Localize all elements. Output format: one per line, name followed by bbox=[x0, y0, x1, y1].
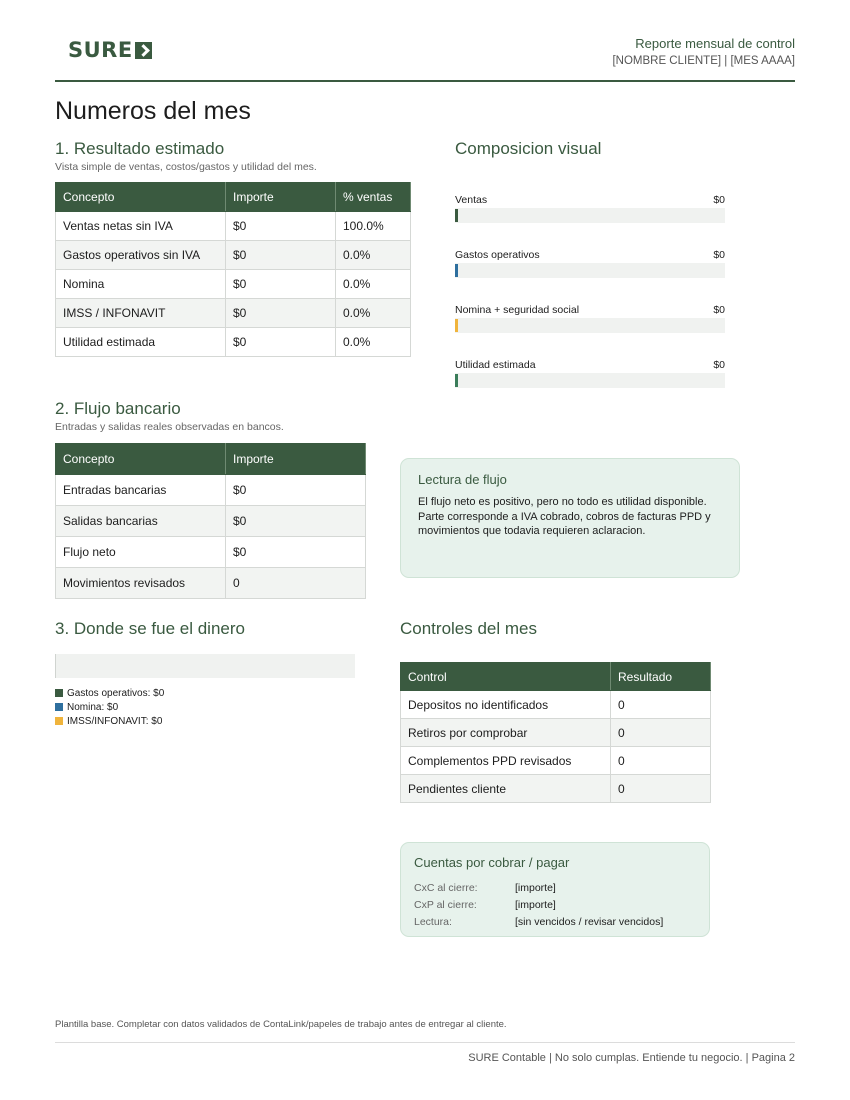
legend-item bbox=[55, 686, 164, 700]
table-row bbox=[401, 775, 711, 803]
cell-control: Depositos no identificados bbox=[401, 691, 611, 719]
page-footer: SURE Contable | No solo cumplas. Entiende tu negocio. | Pagina 2 bbox=[468, 1052, 795, 1064]
cell-importe: 0 bbox=[226, 568, 366, 599]
cell-resultado: 0 bbox=[611, 691, 711, 719]
cell-concepto: Nomina bbox=[56, 270, 226, 299]
controles-table bbox=[400, 662, 711, 803]
card-body: El flujo neto es positivo, pero no todo es utilidad disponible. Parte corresponde a IVA cobrado, cobros de facturas PPD y movimientos que todavia requieren aclaracion. bbox=[418, 496, 711, 537]
resultado-subtitle: Vista simple de ventas, costos/gastos y utilidad del mes. bbox=[55, 161, 317, 173]
flujo-title: 2. Flujo bancario bbox=[55, 399, 181, 418]
bar-fill bbox=[455, 209, 458, 222]
composition-bar-utilidad bbox=[455, 359, 725, 388]
cell-pct: 0.0% bbox=[336, 270, 411, 299]
cuentas-value: [importe] bbox=[515, 899, 556, 911]
report-client-month: [NOMBRE CLIENTE] | [MES AAAA] bbox=[612, 55, 795, 67]
cell-importe: $0 bbox=[226, 328, 336, 357]
cuentas-card bbox=[400, 842, 710, 937]
cell-pct: 100.0% bbox=[336, 212, 411, 241]
table-row bbox=[401, 719, 711, 747]
table-header-row bbox=[56, 183, 411, 212]
legend-swatch bbox=[55, 689, 63, 697]
card-title: Lectura de flujo bbox=[418, 472, 507, 487]
logo-mark-icon bbox=[135, 42, 152, 59]
table-row bbox=[56, 299, 411, 328]
controles-title: Controles del mes bbox=[400, 619, 538, 638]
cell-concepto: Gastos operativos sin IVA bbox=[56, 241, 226, 270]
table-row bbox=[401, 691, 711, 719]
cell-importe: $0 bbox=[226, 241, 336, 270]
cuentas-value: [importe] bbox=[515, 882, 556, 894]
column-header: % ventas bbox=[336, 183, 411, 212]
bar-value: $0 bbox=[713, 194, 725, 206]
cuentas-row bbox=[414, 878, 556, 896]
bar-track bbox=[455, 318, 725, 333]
table-row bbox=[56, 241, 411, 270]
bar-fill bbox=[455, 374, 458, 387]
table-row bbox=[56, 475, 366, 506]
cell-control: Complementos PPD revisados bbox=[401, 747, 611, 775]
legend-swatch bbox=[55, 703, 63, 711]
bar-fill bbox=[455, 319, 458, 332]
table-row bbox=[56, 212, 411, 241]
cell-importe: $0 bbox=[226, 212, 336, 241]
resultado-title: 1. Resultado estimado bbox=[55, 139, 225, 158]
cell-importe: $0 bbox=[226, 537, 366, 568]
cell-concepto: Salidas bancarias bbox=[56, 506, 226, 537]
bar-label: Nomina + seguridad social bbox=[455, 304, 580, 316]
cell-pct: 0.0% bbox=[336, 241, 411, 270]
cuentas-label: CxC al cierre: bbox=[414, 882, 478, 894]
page-title: Numeros del mes bbox=[55, 97, 251, 125]
bar-value: $0 bbox=[713, 359, 725, 371]
cuentas-value: [sin vencidos / revisar vencidos] bbox=[515, 916, 664, 928]
dinero-title: 3. Donde se fue el dinero bbox=[55, 619, 245, 638]
table-header-row bbox=[56, 444, 366, 475]
legend-label: Nomina: $0 bbox=[67, 701, 119, 713]
composicion-title: Composicion visual bbox=[455, 139, 602, 158]
resultado-table bbox=[55, 182, 411, 357]
composition-bar-ventas bbox=[455, 194, 725, 223]
card-title: Cuentas por cobrar / pagar bbox=[414, 855, 570, 870]
column-header: Concepto bbox=[56, 183, 226, 212]
bar-track bbox=[455, 208, 725, 223]
bar-track bbox=[455, 373, 725, 388]
cell-concepto: Entradas bancarias bbox=[56, 475, 226, 506]
cuentas-row bbox=[414, 895, 556, 913]
composition-bar-gastos bbox=[455, 249, 725, 278]
column-header: Importe bbox=[226, 183, 336, 212]
cell-concepto: Utilidad estimada bbox=[56, 328, 226, 357]
cell-concepto: Flujo neto bbox=[56, 537, 226, 568]
cuentas-label: CxP al cierre: bbox=[414, 899, 477, 911]
column-header: Concepto bbox=[56, 444, 226, 475]
cell-concepto: Ventas netas sin IVA bbox=[56, 212, 226, 241]
column-header: Control bbox=[401, 663, 611, 691]
bar-label: Ventas bbox=[455, 194, 488, 206]
cell-importe: $0 bbox=[226, 475, 366, 506]
dinero-legend bbox=[55, 686, 164, 728]
bar-fill bbox=[455, 264, 458, 277]
bar-track bbox=[455, 263, 725, 278]
legend-label: Gastos operativos: $0 bbox=[67, 687, 165, 699]
bar-label: Utilidad estimada bbox=[455, 359, 536, 371]
header-divider bbox=[55, 80, 795, 82]
flujo-subtitle: Entradas y salidas reales observadas en bancos. bbox=[55, 421, 284, 433]
table-row bbox=[401, 747, 711, 775]
stacked-bar-track bbox=[55, 654, 355, 678]
cell-resultado: 0 bbox=[611, 775, 711, 803]
cell-importe: $0 bbox=[226, 506, 366, 537]
legend-item bbox=[55, 714, 164, 728]
bar-value: $0 bbox=[713, 304, 725, 316]
cuentas-row bbox=[414, 912, 663, 930]
cell-resultado: 0 bbox=[611, 747, 711, 775]
lectura-flujo-card bbox=[400, 458, 740, 578]
cell-importe: $0 bbox=[226, 299, 336, 328]
column-header: Resultado bbox=[611, 663, 711, 691]
table-row bbox=[56, 270, 411, 299]
cell-concepto: IMSS / INFONAVIT bbox=[56, 299, 226, 328]
table-row bbox=[56, 537, 366, 568]
cell-pct: 0.0% bbox=[336, 299, 411, 328]
sure-logo bbox=[68, 36, 152, 64]
composition-bar-nomina bbox=[455, 304, 725, 333]
cell-control: Pendientes cliente bbox=[401, 775, 611, 803]
cell-importe: $0 bbox=[226, 270, 336, 299]
table-row bbox=[56, 328, 411, 357]
bar-label: Gastos operativos bbox=[455, 249, 540, 261]
legend-swatch bbox=[55, 717, 63, 725]
table-row bbox=[56, 506, 366, 537]
cuentas-label: Lectura: bbox=[414, 916, 452, 928]
flujo-table bbox=[55, 443, 366, 599]
report-title: Reporte mensual de control bbox=[635, 36, 795, 51]
bar-value: $0 bbox=[713, 249, 725, 261]
footnote: Plantilla base. Completar con datos validados de ContaLink/papeles de trabajo antes de entregar al cliente. bbox=[55, 1019, 507, 1030]
cell-control: Retiros por comprobar bbox=[401, 719, 611, 747]
logo-text: SURE bbox=[68, 38, 133, 62]
legend-label: IMSS/INFONAVIT: $0 bbox=[67, 715, 163, 727]
table-header-row bbox=[401, 663, 711, 691]
footer-divider bbox=[55, 1042, 795, 1043]
cell-pct: 0.0% bbox=[336, 328, 411, 357]
legend-item bbox=[55, 700, 164, 714]
cell-concepto: Movimientos revisados bbox=[56, 568, 226, 599]
column-header: Importe bbox=[226, 444, 366, 475]
cell-resultado: 0 bbox=[611, 719, 711, 747]
table-row bbox=[56, 568, 366, 599]
